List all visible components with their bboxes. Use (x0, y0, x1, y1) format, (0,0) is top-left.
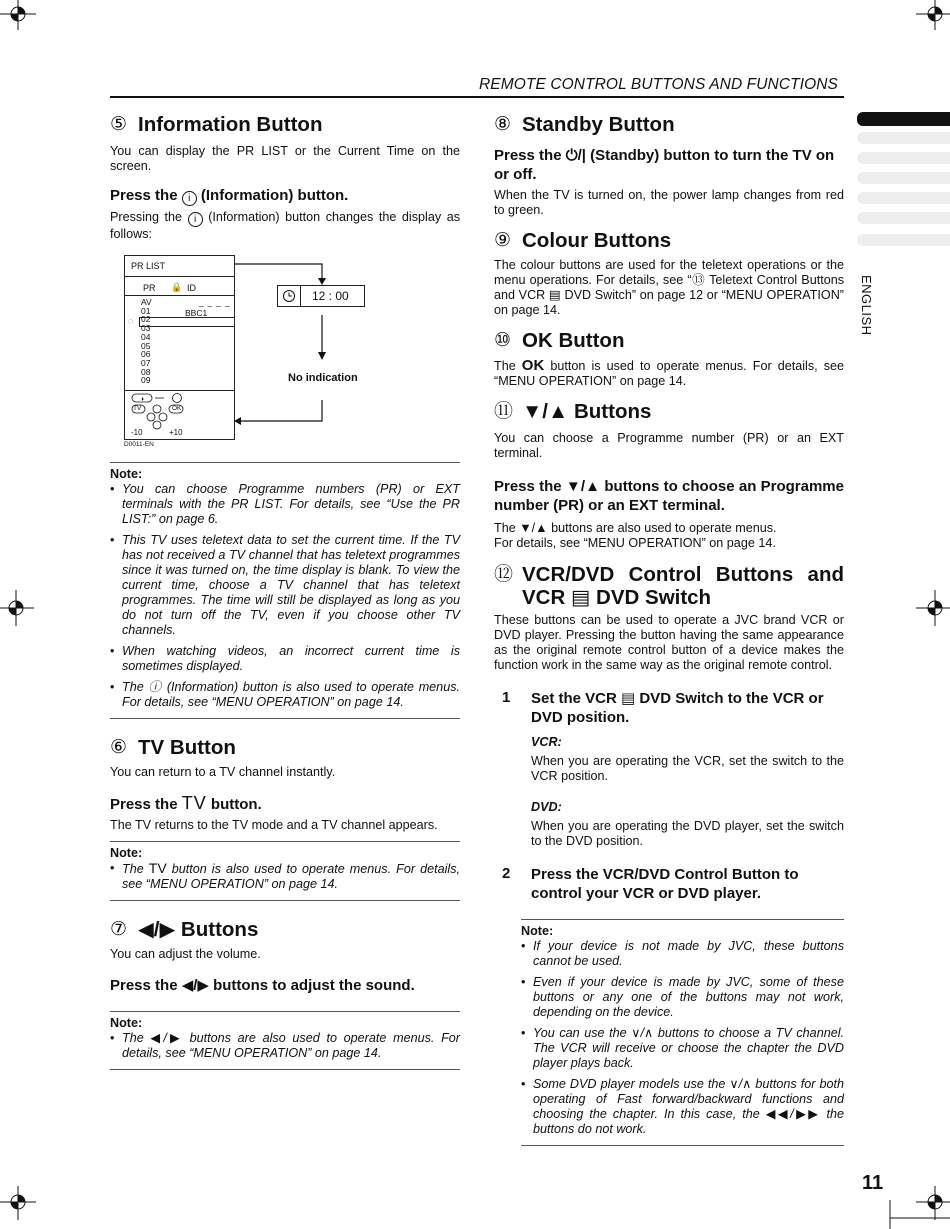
lock-icon: 🔒 (171, 282, 183, 292)
press-instruction: Press the ◀/▶ buttons to adjust the sound. (110, 977, 415, 994)
pr-row: 09 (141, 375, 151, 386)
step-text: Press the VCR/DVD Control Button to control your VCR or DVD player. (531, 866, 799, 902)
header-rule (110, 96, 844, 98)
description-text: When the TV is turned on, the power lamp changes from red to green. (494, 188, 844, 217)
pr-row: 03 (141, 323, 151, 334)
description-text: Pressing the i (Information) button changes the display as follows: (110, 210, 460, 241)
press-instruction: Press the ⏻/| (Standby) button to turn the TV on or off. (494, 147, 835, 183)
section-heading: ⑫ VCR/DVD Control Buttons and VCR ▤ DVD Switch (494, 563, 844, 609)
intro-text: You can return to a TV channel instantly. (110, 765, 336, 779)
information-icon: i (188, 212, 203, 227)
note-item: • You can choose Programme numbers (PR) or EXT terminals with the PR LIST. For details, see “Use the PR LIST:” on page 6. (110, 482, 460, 527)
description-text: The TV returns to the TV mode and a TV channel appears. (110, 818, 438, 832)
section-tab (857, 152, 950, 164)
pr-row: AV (141, 297, 152, 307)
pr-row: 07 (141, 357, 151, 368)
intro-text: You can choose a Programme number (PR) or an EXT terminal. (494, 431, 844, 460)
clock-display: 12 : 00 (277, 285, 365, 307)
press-instruction: Press the TV button. (110, 793, 262, 813)
note-item: • The ◀/▶ buttons are also used to operate menus. For details, see “MENU OPERATION” on page 14. (110, 1031, 460, 1061)
section-heading: ⑩ OK Button (494, 329, 625, 352)
page-number: 11 (862, 1172, 884, 1194)
description-text: These buttons can be used to operate a JVC brand VCR or DVD player. Pressing the button having the same appearance as the original remote control button of a device makes the function work in the same way as the original remote control. (494, 613, 844, 672)
note-item: • The TV button is also used to operate menus. For details, see “MENU OPERATION” on page 14. (110, 861, 460, 892)
pr-row: 08 (141, 366, 151, 377)
section-tab (857, 234, 950, 246)
pr-list-panel: PR LIST PR 🔒 ID _ _ _ _ AV 01 02 03 04 05 06 07 08 09 BBC1 ◌ ◑ TV OK -10 +10 (124, 255, 235, 440)
pr-row: 05 (141, 340, 151, 351)
section-heading: ⑨ Colour Buttons (494, 229, 672, 252)
ok-icon: OK (521, 357, 545, 374)
colour-buttons-section (494, 228, 844, 318)
flow-arrows (230, 242, 350, 442)
tv-icon: TV (181, 793, 207, 813)
information-icon: i (182, 191, 197, 206)
dvd-label: DVD: (531, 800, 562, 814)
description-text: The ▼/▲ buttons are also used to operate menus. (494, 521, 777, 535)
note-block: Note: • The ◀/▶ buttons are also used to operate menus. For details, see “MENU OPERATION” on page 14. (110, 1011, 460, 1061)
section-tab (857, 192, 950, 204)
description-text: The OK button is used to operate menus. For details, see “MENU OPERATION” on page 14. (494, 357, 844, 388)
intro-text: You can display the PR LIST or the Current Time on the screen. (110, 144, 460, 173)
press-instruction: Press the ▼/▲ buttons to choose an Programme number (PR) or an EXT terminal. (494, 478, 844, 514)
pr-rows (141, 298, 152, 385)
selection-highlight (139, 314, 235, 327)
note-item: • Even if your device is made by JVC, some of these buttons or any one of the buttons may not work, depending on the device. (521, 975, 844, 1020)
tv-button-section (110, 735, 460, 901)
ok-button-section (494, 328, 844, 389)
pr-row: 02 (141, 314, 151, 325)
information-button-section (110, 112, 460, 719)
step-1: 1 Set the VCR ▤ DVD Switch to the VCR or DVD position. VCR: When you are operating the VCR, set the switch to the VCR position. DVD: When you are operating the DVD player, set the switch to the DVD position. (502, 689, 844, 848)
section-heading: ⑦ ◀/▶ Buttons (110, 918, 259, 941)
tv-icon: TV (148, 860, 167, 876)
vcr-text: When you are operating the VCR, set the switch to the VCR position. (531, 754, 844, 783)
svg-text:◑: ◑ (139, 396, 145, 403)
left-column (110, 112, 460, 1070)
display-diagram (110, 242, 460, 462)
section-tab (857, 132, 950, 144)
standby-button-section (494, 112, 844, 218)
language-tab: ENGLISH (859, 275, 874, 336)
diagram-code: D0011-EN (124, 441, 154, 448)
dvd-text: When you are operating the DVD player, set the switch to the DVD position. (531, 819, 844, 848)
section-heading: ⑧ Standby Button (494, 113, 675, 136)
description-text: For details, see “MENU OPERATION” on page 14. (494, 536, 776, 550)
right-column (494, 112, 844, 1146)
section-heading: ⑥ TV Button (110, 736, 236, 759)
press-instruction: Press the i (Information) button. (110, 187, 349, 204)
note-item: • If your device is not made by JVC, these buttons cannot be used. (521, 939, 844, 969)
note-block: Note: • The TV button is also used to operate menus. For details, see “MENU OPERATION” on page 14. (110, 841, 460, 892)
note-block: Note: • You can choose Programme numbers (PR) or EXT terminals with the PR LIST. For details, see “Use the PR LIST:” on page 6. • This TV uses teletext data to set the current time. If the TV has not received a TV channel that has teletext programmes since it was turned on, the time display is blank. To view the current time, choose a TV channel that has teletext programmes. The time will still be displayed as long as you do not turn off the TV, even if you choose other TV channels. • When watching videos, an incorrect current time is sometimes displayed. • The ⓘ (Information) button is also used to operate menus. For details, see “MENU OPERATION” on page 14. (110, 462, 460, 710)
up-down-buttons-section (494, 399, 844, 551)
section-heading: ⑪ ▼/▲ Buttons (494, 400, 652, 423)
vcr-label: VCR: (531, 735, 562, 749)
note-item: • The ⓘ (Information) button is also used to operate menus. For details, see “MENU OPERATION” on page 14. (110, 680, 460, 710)
step-text: Set the VCR ▤ DVD Switch to the VCR or DVD position. (531, 690, 824, 726)
note-item: • This TV uses teletext data to set the current time. If the TV has not received a TV channel that has teletext programmes since it was turned on, the time display is blank. To view the current time, choose a TV channel that has teletext programmes. The time will still be displayed as long as you do not turn off the TV, even if you choose other TV channels. (110, 533, 460, 638)
standby-icon: ◌ (128, 316, 134, 326)
intro-text: You can adjust the volume. (110, 947, 261, 961)
note-block: Note: • If your device is not made by JVC, these buttons cannot be used. • Even if your device is made by JVC, some of these buttons or any one of the buttons may not work, depending on the device. • You can use the ∨/∧ buttons to choose a TV channel. The VCR will receive or choose the chapter the DVD player plays back. • Some DVD player models use the ∨/∧ buttons for both operating of Fast forward/backward functions and choosing the chapter. In this case, the ◀◀/▶▶ the buttons do not work. (521, 919, 844, 1137)
step-2: 2 Press the VCR/DVD Control Button to control your VCR or DVD player. (494, 865, 844, 903)
running-header: REMOTE CONTROL BUTTONS AND FUNCTIONS (479, 76, 838, 93)
remote-keys-icon (131, 392, 211, 432)
pr-row: 04 (141, 331, 151, 342)
volume-buttons-section (110, 917, 460, 1070)
section-tab (857, 172, 950, 184)
pr-row: 06 (141, 349, 151, 360)
description-text: The colour buttons are used for the teletext operations or the menu operations. For details, see “⑬ Teletext Control Buttons and VCR ▤ DVD Switch” on page 12 or “MENU OPERATION” on page 14. (494, 258, 844, 317)
section-tab (857, 212, 950, 224)
note-item: • Some DVD player models use the ∨/∧ buttons for both operating of Fast forward/backward functions and choosing the chapter. In this case, the ◀◀/▶▶ the buttons do not work. (521, 1077, 844, 1137)
pr-row: 01 (141, 305, 151, 316)
note-item: • When watching videos, an incorrect current time is sometimes displayed. (110, 644, 460, 674)
section-heading: ⑤ Information Button (110, 113, 323, 136)
note-item: • You can use the ∨/∧ buttons to choose a TV channel. The VCR will receive or choose the chapter the DVD player plays back. (521, 1026, 844, 1071)
no-indication-label: No indication (288, 372, 358, 384)
vcr-dvd-section (494, 563, 844, 1146)
section-tab-active (857, 112, 950, 126)
